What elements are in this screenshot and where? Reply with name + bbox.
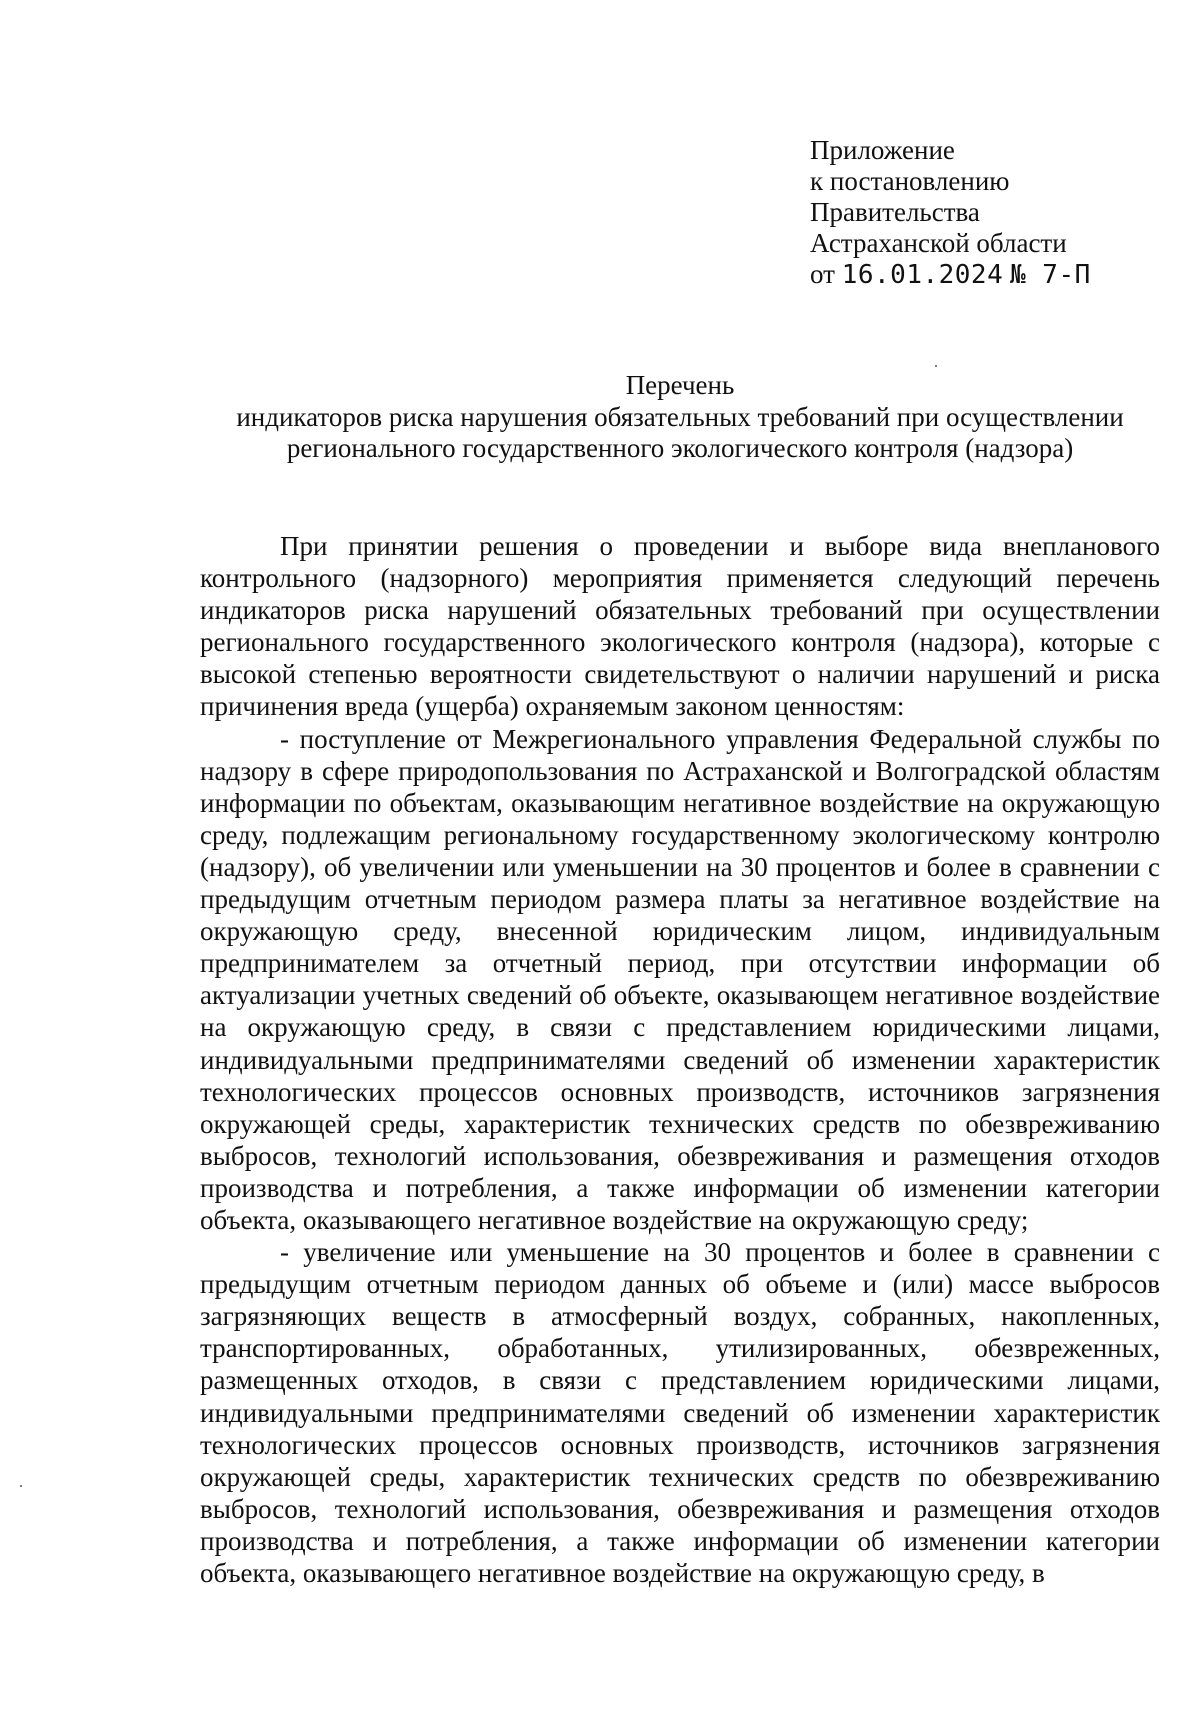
title-heading: Перечень [625,370,735,400]
title-subheading-line-2: регионального государственного экологического контроля (надзора) [286,433,1074,463]
scan-speck [20,1485,22,1487]
appendix-region-line: Астраханской области [810,228,1067,258]
appendix-date-line [810,259,1091,291]
date-prefix: от [810,259,835,289]
resolution-number: № 7-П [1010,260,1091,290]
title-subheading-line-1: индикаторов риска нарушения обязательных требований при осуществлении [236,401,1124,432]
document-title [200,370,1160,465]
risk-indicator-item-2: - увеличение или уменьшение на 30 процентов и более в сравнении с предыдущим отчетным периодом данных об объеме и (или) массе выбросов загрязняющих веществ в атмосферный воздух, собранных, накопленных, транспортированных, обработанных, утилизированных, обезвреженных, размещенных отходов, в связи с представлением юридическими лицами, индивидуальными предпринимателями сведений об изменении характеристик технологических процессов основных производств, источников загрязнения окружающей среды, характеристик технических средств по обезвреживанию выбросов, технологий использования, обезвреживания и размещения отходов производства и потребления, а также информации об изменении категории объекта, оказывающего негативное воздействие на окружающую среду, в [200,1237,1160,1588]
resolution-date: 16.01.2024 [841,260,1004,290]
appendix-resolution-line: к постановлению [810,166,1010,196]
appendix-header [810,135,1091,291]
intro-paragraph: При принятии решения о проведении и выборе вида внепланового контрольного (надзорного) мероприятия применяется следующий перечень индикаторов риска нарушений обязательных требований при осуществлении регионального государственного экологического контроля (надзора), которые с высокой степенью вероятности свидетельствуют о наличии нарушений и риска причинения вреда (ущерба) охраняемым законом ценностям: [200,531,1160,722]
appendix-label: Приложение [810,135,955,165]
document-body [200,530,1160,1589]
appendix-government-line: Правительства [810,197,980,227]
scan-speck [935,365,937,367]
risk-indicator-item-1: - поступление от Межрегионального управления Федеральной службы по надзору в сфере природопользования по Астраханской и Волгоградской областям информации по объектам, оказывающим негативное воздействие на окружающую среду, подлежащим региональному государственному экологическому контролю (надзору), об увеличении или уменьшении на 30 процентов и более в сравнении с предыдущим отчетным периодом размера платы за негативное воздействие на окружающую среду, внесенной юридическим лицом, индивидуальным предпринимателем за отчетный период, при отсутствии информации об актуализации учетных сведений об объекте, оказывающем негативное воздействие на окружающую среду, в связи с представлением юридическими лицами, индивидуальными предпринимателями сведений об изменении характеристик технологических процессов основных производств, источников загрязнения окружающей среды, характеристик технических средств по обезвреживанию выбросов, технологий использования, обезвреживания и размещения отходов производства и потребления, а также информации об изменении категории объекта, оказывающего негативное воздействие на окружающую среду; [200,723,1160,1235]
